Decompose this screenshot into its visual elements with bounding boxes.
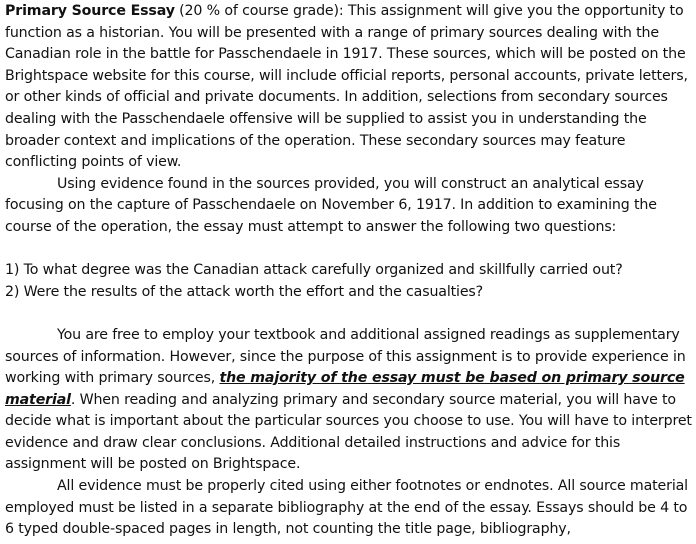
intro-paragraph: [5, 1, 693, 174]
blank-line: [5, 239, 693, 261]
intro-text: This assignment will give you the opportunity to function as a historian. You will be presented with a range of primary sources dealing with the Canadian role in the battle for Passchendaele in 1917. These sources, which will be posted on the Brightspace website for this course, will include official reports, personal accounts, private letters, or other kinds of official and private documents. In addition, selections from secondary sources dealing with the Passchendaele offensive will be supplied to assist you in understanding the broader context and implications of the operation. These secondary sources may feature conflicting points of view.: [5, 3, 688, 171]
blank-line: [5, 303, 693, 325]
document-body: [5, 1, 693, 541]
question-1: 1) To what degree was the Canadian attack carefully organized and skillfully carried out?: [5, 262, 623, 279]
sources-text-before: You are free to employ your textbook and additional assigned readings as supplementary sources of information. However, since the purpose of this assignment is to provide experience in working with primary sources,: [5, 326, 686, 387]
sources-paragraph: [5, 325, 693, 476]
sources-text-after: . When reading and analyzing primary and secondary source material, you will have to decide what is important about the particular sources you choose to use. You will have to interpret evidence and draw clear conclusions. Additional detailed instructions and advice for this assignment will be posted on Brightspace.: [5, 391, 692, 473]
primary-source-emphasis: the majority of the essay must be based on primary source material: [5, 370, 685, 408]
evidence-paragraph: Using evidence found in the sources provided, you will construct an analytical essay focusing on the capture of Passchendaele on November 6, 1917. In addition to examining the course of the operation, the essay must attempt to answer the following two questions:: [5, 175, 657, 235]
grade-note: (20 % of course grade):: [174, 3, 344, 19]
question-2: 2) Were the results of the attack worth the effort and the casualties?: [5, 283, 484, 300]
essay-heading: Primary Source Essay: [5, 3, 175, 19]
citation-paragraph: All evidence must be properly cited using either footnotes or endnotes. All source material employed must be listed in a separate bibliography at the end of the essay. Essays should be 4 to 6 typed double-spaced pages in length, not counting the title page, bibliography,: [5, 478, 688, 538]
